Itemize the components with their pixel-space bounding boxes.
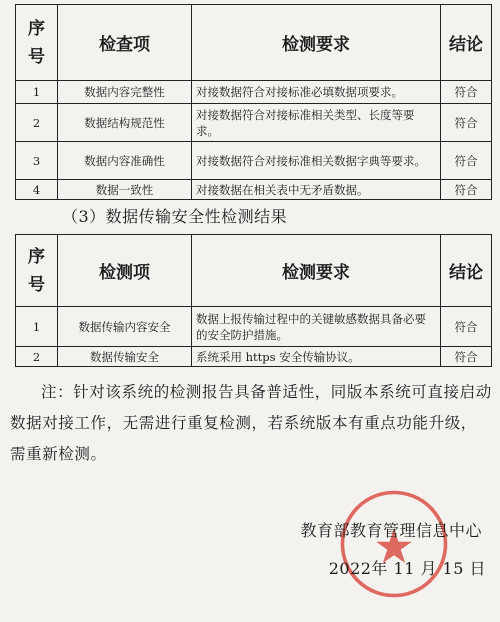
- row-item: 数据传输内容安全: [58, 307, 192, 347]
- col-header-item: 检查项: [58, 5, 192, 81]
- row-result: 符合: [441, 104, 492, 142]
- row-requirement: 对接数据符合对接标准相关类型、长度等要求。: [192, 104, 441, 142]
- table-row: [16, 81, 492, 104]
- table-row: [16, 307, 492, 347]
- row-result: 符合: [441, 180, 492, 200]
- row-requirement: 数据上报传输过程中的关键敏感数据具备必要的安全防护措施。: [192, 307, 441, 347]
- row-result: 符合: [441, 81, 492, 104]
- official-seal: [338, 488, 450, 600]
- table-header-row: [16, 5, 492, 81]
- transmission-security-table: [15, 234, 492, 367]
- row-item: 数据传输安全: [58, 347, 192, 367]
- col-header-requirement: 检测要求: [192, 5, 441, 81]
- row-item: 数据内容完整性: [58, 81, 192, 104]
- col-header-result: 结论: [441, 5, 492, 81]
- section-title: （3）数据传输安全性检测结果: [62, 207, 288, 226]
- col-header-requirement: 检测要求: [192, 235, 441, 307]
- table-row: [16, 180, 492, 200]
- col-header-item: 检测项: [58, 235, 192, 307]
- row-result: 符合: [441, 142, 492, 180]
- row-no: 1: [16, 81, 58, 104]
- note-text: 注：针对该系统的检测报告具备普适性，同版本系统可直接启动数据对接工作，无需进行重复检测，若系统版本有重点功能升级，需重新检测。: [10, 383, 492, 463]
- row-result: 符合: [441, 307, 492, 347]
- row-no: 2: [16, 104, 58, 142]
- row-item: 数据一致性: [58, 180, 192, 200]
- row-no: 1: [16, 307, 58, 347]
- table-row: [16, 104, 492, 142]
- row-no: 3: [16, 142, 58, 180]
- row-no: 4: [16, 180, 58, 200]
- table-header-row: [16, 235, 492, 307]
- row-item: 数据内容准确性: [58, 142, 192, 180]
- row-requirement: 对接数据符合对接标准相关数据字典等要求。: [192, 142, 441, 180]
- row-item: 数据结构规范性: [58, 104, 192, 142]
- col-header-no: 序 号: [16, 235, 58, 307]
- col-header-result: 结论: [441, 235, 492, 307]
- table-row: [16, 142, 492, 180]
- row-requirement: 对接数据在相关表中无矛盾数据。: [192, 180, 441, 200]
- signature-date: 2022年 11 月 15 日: [328, 559, 486, 578]
- row-requirement: 系统采用 https 安全传输协议。: [192, 347, 441, 367]
- note-paragraph: [10, 377, 492, 470]
- row-no: 2: [16, 347, 58, 367]
- row-requirement: 对接数据符合对接标准必填数据项要求。: [192, 81, 441, 104]
- inspection-table: [15, 4, 492, 200]
- col-header-no: 序 号: [16, 5, 58, 81]
- table-row: [16, 347, 492, 367]
- row-result: 符合: [441, 347, 492, 367]
- signature-org: 教育部教育管理信息中心: [300, 521, 482, 540]
